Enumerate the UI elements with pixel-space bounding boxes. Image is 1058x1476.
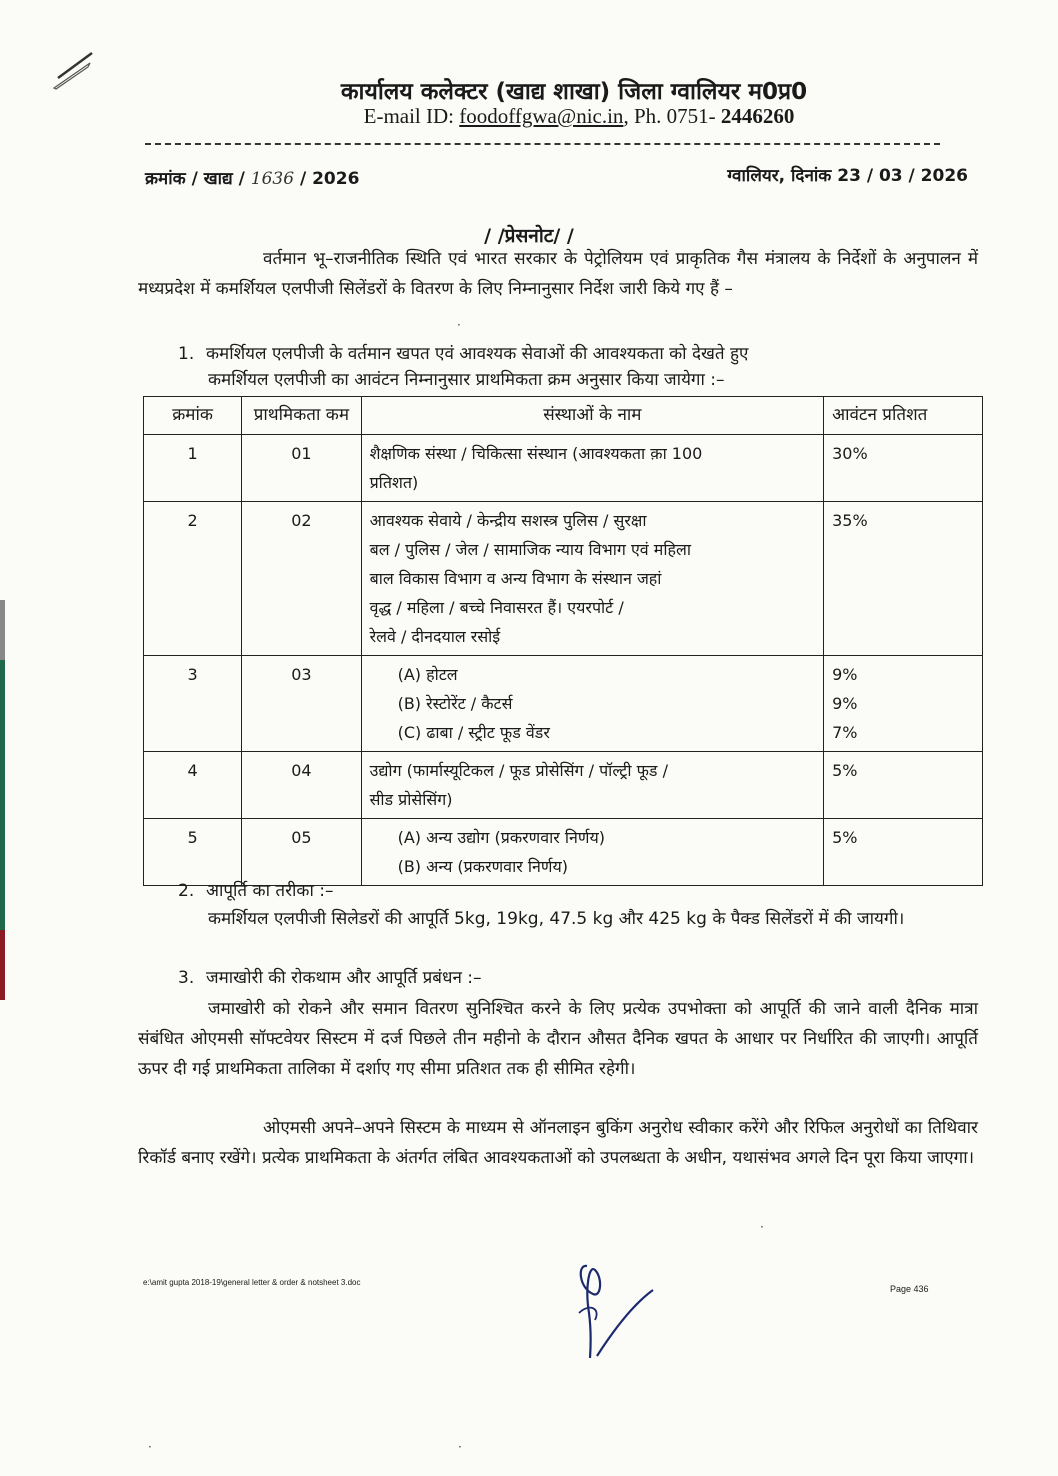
cell-percentage: [824, 502, 983, 656]
percentage-value: 9%: [832, 694, 858, 713]
cell-institution: [361, 819, 824, 886]
header-serial: क्रमांक: [144, 397, 242, 435]
date-line: ग्वालियर, दिनांक 23 / 03 / 2026: [727, 166, 968, 186]
header-percentage: आवंटन प्रतिशत: [824, 397, 983, 435]
point-3-text-2: ओएमसी अपने–अपने सिस्टम के माध्यम से ऑनलाइन बुकिंग अनुरोध स्वीकार करेंगे और रिफिल अनुरोधों का तिथिवार रिकॉर्ड बनाए रखेंगे। प्रत्येक प्राथमिकता के अंतर्गत लंबित आवश्यकताओं को उपलब्धता के अधीन, यथासंभव अगले दिन पूरा किया जाएगा।: [138, 1118, 978, 1168]
press-note-title: / /प्रेसनोट/ /: [484, 225, 574, 247]
table-row: [144, 656, 983, 752]
institution-line: आवश्यक सेवाये / केन्द्रीय सशस्त्र पुलिस / सुरक्षा: [369, 511, 647, 530]
point-3-body-2: [138, 1113, 978, 1173]
percentage-value: 35%: [832, 511, 868, 530]
institution-line: (B) रेस्टोरेंट / कैटर्स: [397, 694, 513, 713]
cell-percentage: [824, 752, 983, 819]
allocation-table: [143, 396, 983, 886]
table-header-row: [144, 397, 983, 435]
office-title: कार्यालय कलेक्टर (खाद्य शाखा) जिला ग्वालियर म0प्र0: [340, 79, 808, 105]
institution-line: (A) अन्य उद्योग (प्रकरणवार निर्णय): [397, 828, 606, 847]
email-link[interactable]: foodoffgwa@nic.in: [459, 104, 624, 128]
handwritten-number: 1636: [250, 169, 295, 189]
cell-serial: 2: [144, 502, 242, 656]
point-3-body-1: [138, 994, 978, 1084]
cell-institution: [361, 752, 824, 819]
cell-serial: 3: [144, 656, 242, 752]
percentage-value: 5%: [832, 761, 858, 780]
point-2-body: [138, 904, 978, 934]
point-2-text: कमर्शियल एलपीजी सिलेडरों की आपूर्ति 5kg, 19kg, 47.5 kg और 425 kg के पैक्ड सिलेंडरों में की जायगी।: [208, 909, 905, 929]
point-3: [178, 964, 978, 992]
institution-line: उद्योग (फार्मास्यूटिकल / फूड प्रोसेसिंग / पॉल्ट्री फूड /: [369, 761, 668, 780]
institution-line: प्रतिशत): [369, 473, 419, 492]
percentage-value: 30%: [832, 444, 868, 463]
footer-file-path: e:\amit gupta 2018-19\general letter & order & notsheet 3.doc: [143, 1278, 361, 1287]
point-1-number: 1.: [178, 344, 195, 364]
scan-speck: ·: [148, 1440, 152, 1454]
cell-percentage: [824, 819, 983, 886]
percentage-value: 7%: [832, 723, 858, 742]
table-row: [144, 502, 983, 656]
cell-percentage: [824, 435, 983, 502]
point-1-continued: कमर्शियल एलपीजी का आवंटन निम्नानुसार प्राथमिकता क्रम अनुसार किया जायेगा :–: [208, 370, 725, 390]
scan-speck: ·: [760, 1220, 764, 1234]
point-1-line-1: कमर्शियल एलपीजी के वर्तमान खपत एवं आवश्यक सेवाओं की आवश्यकता को देखते हुए: [206, 344, 749, 364]
signature-mark: [575, 1258, 685, 1358]
cell-priority: 03: [242, 656, 361, 752]
cell-priority: 02: [242, 502, 361, 656]
cell-priority: 04: [242, 752, 361, 819]
header-priority: प्राथमिकता कम: [242, 397, 361, 435]
cell-percentage: [824, 656, 983, 752]
phone-label: , Ph. 0751-: [623, 104, 721, 128]
scan-speck: ·: [457, 318, 461, 332]
table-row: [144, 752, 983, 819]
institution-line: सीड प्रोसेसिंग): [369, 790, 453, 809]
contact-line: [0, 104, 1058, 129]
cell-priority: 05: [242, 819, 361, 886]
point-3-text-1: जमाखोरी को रोकने और समान वितरण सुनिश्चित करने के लिए प्रत्येक उपभोक्ता को आपूर्ति की जाने वाली दैनिक मात्रा संबंधित ओएमसी सॉफ्टवेयर सिस्टम में दर्ज पिछले तीन महीनो के दौरान औसत दैनिक खपत के आधार पर निर्धारित की जाएगी। आपूर्ति ऊपर दी गई प्राथमिकता तालिका में दर्शाए गए सीमा प्रतिशत तक ही सीमित रहेगी।: [138, 999, 978, 1079]
cell-institution: [361, 502, 824, 656]
cell-serial: 4: [144, 752, 242, 819]
cell-serial: 5: [144, 819, 242, 886]
cell-serial: 1: [144, 435, 242, 502]
table-row: [144, 435, 983, 502]
point-2-heading: आपूर्ति का तरीका :–: [206, 881, 334, 901]
email-label: E-mail ID:: [363, 104, 455, 128]
cell-institution: [361, 435, 824, 502]
institution-line: (A) होटल: [397, 665, 458, 684]
institution-line: रेलवे / दीनदयाल रसोई: [369, 627, 501, 646]
intro-text: वर्तमान भू–राजनीतिक स्थिति एवं भारत सरकार के पेट्रोलियम एवं प्राकृतिक गैस मंत्रालय के निर्देशों के अनुपालन में मध्यप्रदेश में कमर्शियल एलपीजी सिलेंडरों के वितरण के लिए निम्नानुसार निर्देश जारी किये गए हैं –: [138, 249, 978, 299]
reference-suffix: / 2026: [294, 169, 360, 189]
phone-number: 2446260: [720, 104, 795, 128]
cell-institution: [361, 656, 824, 752]
reference-number: [145, 166, 359, 189]
reference-prefix: क्रमांक / खाद्य /: [145, 169, 251, 189]
binder-edge-strip: [0, 600, 5, 1000]
point-3-number: 3.: [178, 968, 195, 988]
cell-priority: 01: [242, 435, 361, 502]
table-row: [144, 819, 983, 886]
institution-line: बल / पुलिस / जेल / सामाजिक न्याय विभाग एवं महिला: [369, 540, 691, 559]
institution-line: बाल विकास विभाग व अन्य विभाग के संस्थान जहां: [369, 569, 662, 588]
percentage-value: 5%: [832, 828, 858, 847]
point-1: [178, 340, 978, 368]
point-3-heading: जमाखोरी की रोकथाम और आपूर्ति प्रबंधन :–: [206, 968, 482, 988]
institution-line: (C) ढाबा / स्ट्रीट फूड वेंडर: [397, 723, 550, 742]
header-divider: [145, 143, 940, 145]
header-institution: संस्थाओं के नाम: [361, 397, 824, 435]
institution-line: शैक्षणिक संस्था / चिकित्सा संस्थान (आवश्यकता क़ा 100: [369, 444, 703, 463]
intro-paragraph: [138, 244, 978, 304]
institution-line: वृद्ध / महिला / बच्चे निवासरत हैं। एयरपोर्ट /: [369, 598, 624, 617]
scan-speck: ·: [458, 1440, 462, 1454]
point-2-number: 2.: [178, 881, 195, 901]
institution-line: (B) अन्य (प्रकरणवार निर्णय): [397, 857, 568, 876]
percentage-value: 9%: [832, 665, 858, 684]
point-2: [178, 877, 978, 905]
footer-page-number: Page 436: [890, 1284, 929, 1294]
